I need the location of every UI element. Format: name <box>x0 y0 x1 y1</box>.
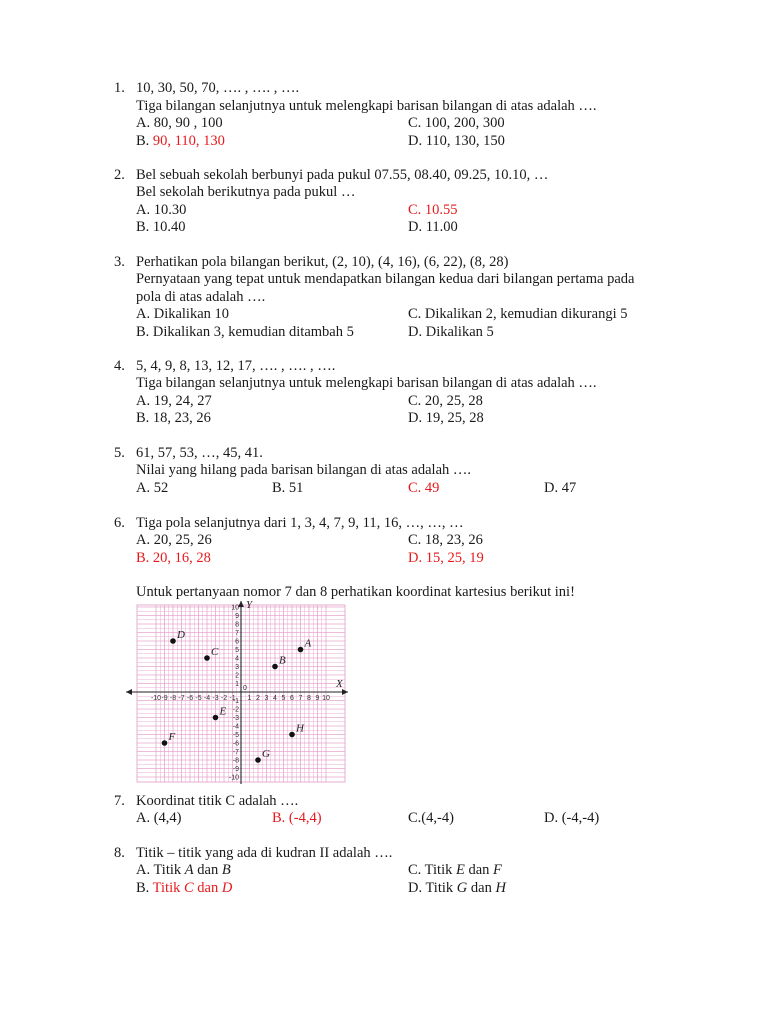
x-tick-label: -3 <box>212 695 219 702</box>
q5-option-b: B. 51 <box>272 480 304 496</box>
q5-sequence: 61, 57, 53, …, 45, 41. <box>136 445 263 461</box>
x-tick-label: 3 <box>264 695 269 702</box>
y-axis-label: Y <box>246 600 253 611</box>
y-tick-label: 8 <box>235 621 239 629</box>
q8-option-b-mid: dan <box>193 880 222 896</box>
q5-question: Nilai yang hilang pada barisan bilangan di atas adalah …. <box>136 462 472 478</box>
q4-sequence: 5, 4, 9, 8, 13, 12, 17, …. , …. , …. <box>136 358 336 374</box>
q8-option-c-mid: dan <box>464 862 494 878</box>
x-tick-label: -4 <box>203 695 211 702</box>
q8-option-a-point2: B <box>221 862 231 878</box>
q2-option-a: A. 10.30 <box>136 202 187 218</box>
y-tick-label: -8 <box>232 757 239 765</box>
q2-question-2: Bel sekolah berikutnya pada pukul … <box>136 184 356 200</box>
point-c <box>204 655 210 661</box>
q8-option-a-mid: dan <box>193 862 222 878</box>
x-tick-label: -6 <box>186 695 194 702</box>
x-tick-label: -9 <box>161 695 168 702</box>
origin-label: 0 <box>243 685 247 692</box>
q1-option-b <box>136 132 225 150</box>
q2-option-b: B. 10.40 <box>136 219 186 235</box>
cartesian-chart <box>124 600 350 784</box>
q6-option-b: B. 20, 16, 28 <box>136 550 211 566</box>
q3-number: 3. <box>114 254 125 270</box>
q1-option-b-prefix: B. <box>136 133 153 149</box>
x-tick-label: 7 <box>298 695 303 702</box>
x-tick-label: -5 <box>195 695 202 702</box>
q5-number: 5. <box>114 445 125 461</box>
q3-option-c: C. Dikalikan 2, kemudian dikurangi 5 <box>408 306 628 322</box>
q5-option-d: D. 47 <box>544 480 577 496</box>
point-h-label: H <box>296 722 304 735</box>
point-a-label: A <box>304 637 312 650</box>
q8-number: 8. <box>114 845 125 861</box>
y-tick-label: 5 <box>235 647 239 654</box>
q8-option-d-point2: H <box>495 880 506 896</box>
point-g <box>255 757 261 763</box>
x-tick-label: 10 <box>322 695 330 702</box>
q7-option-d: D. (-4,-4) <box>544 810 600 826</box>
q7-number: 7. <box>114 793 125 809</box>
point-f-label: F <box>168 731 176 743</box>
q2-option-d: D. 11.00 <box>408 219 458 235</box>
q8-option-d-point1: G <box>456 880 468 896</box>
q5-option-a: A. 52 <box>136 480 169 496</box>
q6-question: Tiga pola selanjutnya dari 1, 3, 4, 7, 9, 11, 16, …, …, … <box>136 515 464 531</box>
q8-option-b-prefix: B. <box>136 880 153 896</box>
point-b <box>272 664 278 670</box>
q5-option-c: C. 49 <box>408 480 440 496</box>
point-h <box>289 732 295 738</box>
x-tick-label: -10 <box>150 695 162 702</box>
q4-option-d: D. 19, 25, 28 <box>408 410 484 426</box>
q2-number: 2. <box>114 167 125 183</box>
point-g-label: G <box>262 748 270 760</box>
q6-option-a: A. 20, 25, 26 <box>136 532 212 548</box>
q1-number: 1. <box>114 80 125 96</box>
q8-option-c-point1: E <box>455 862 465 878</box>
x-tick-label: 2 <box>256 695 260 702</box>
y-tick-label: -7 <box>232 749 239 756</box>
q6-option-d: D. 15, 25, 19 <box>408 550 484 566</box>
q7-option-a: A. (4,4) <box>136 810 182 826</box>
point-f <box>162 740 168 746</box>
q3-option-d: D. Dikalikan 5 <box>408 324 494 340</box>
q8-option-d-prefix: D. Titik <box>408 880 457 896</box>
q8-option-b-point1: C <box>183 880 194 896</box>
y-tick-label: -10 <box>228 774 239 782</box>
x-tick-label: 4 <box>273 695 277 702</box>
q6-number: 6. <box>114 515 125 531</box>
q4-option-b: B. 18, 23, 26 <box>136 410 211 426</box>
x-tick-label: 5 <box>281 695 286 702</box>
q3-question: Perhatikan pola bilangan berikut, (2, 10), (4, 16), (6, 22), (8, 28) <box>136 254 509 270</box>
y-tick-label: 6 <box>235 638 239 646</box>
q3-question-3: pola di atas adalah …. <box>136 289 266 305</box>
y-tick-label: 9 <box>235 613 239 620</box>
q2-option-c: C. 10.55 <box>408 202 458 218</box>
x-axis-label: X <box>336 678 343 690</box>
q7-option-b: B. (-4,4) <box>272 810 322 826</box>
point-d <box>170 638 176 644</box>
y-tick-label: -1 <box>232 698 239 705</box>
x-axis-arrow-left <box>126 689 132 695</box>
point-a <box>298 647 304 653</box>
x-tick-label: -1 <box>229 695 236 702</box>
point-e-label: E <box>219 705 227 718</box>
x-tick-label: -8 <box>169 695 177 702</box>
q4-number: 4. <box>114 358 125 374</box>
point-e <box>213 715 219 721</box>
q8-option-c <box>408 861 502 879</box>
y-tick-label: 2 <box>235 672 239 680</box>
q8-option-b-point2: D <box>221 880 233 896</box>
q3-question-2: Pernyataan yang tepat untuk mendapatkan bilangan kedua dari bilangan pertama pada <box>136 271 635 287</box>
y-tick-label: -9 <box>232 766 239 773</box>
q1-option-c: C. 100, 200, 300 <box>408 115 505 131</box>
x-tick-label: 6 <box>290 695 294 702</box>
y-tick-label: 1 <box>235 681 239 688</box>
y-tick-label: -6 <box>232 740 239 748</box>
q8-option-a-prefix: A. Titik <box>136 862 185 878</box>
q3-option-a: A. Dikalikan 10 <box>136 306 230 322</box>
q1-option-a: A. 80, 90 , 100 <box>136 115 223 131</box>
q3-option-b: B. Dikalikan 3, kemudian ditambah 5 <box>136 324 354 340</box>
q6-option-c: C. 18, 23, 26 <box>408 532 483 548</box>
q8-option-c-point2: F <box>493 862 502 878</box>
y-tick-label: -2 <box>232 706 239 714</box>
q8-option-b-text: Titik <box>152 880 184 896</box>
q8-question: Titik – titik yang ada di kudran II adalah …. <box>136 845 393 861</box>
q8-option-d <box>408 879 506 897</box>
point-d-label: D <box>177 629 185 641</box>
q4-option-a: A. 19, 24, 27 <box>136 393 212 409</box>
q8-option-b-answer <box>153 880 233 896</box>
x-tick-label: 1 <box>247 695 252 702</box>
q8-option-d-mid: dan <box>467 880 496 896</box>
q1-option-b-answer: 90, 110, 130 <box>152 133 225 149</box>
q8-option-a-point1: A <box>184 862 194 878</box>
y-tick-label: -3 <box>232 715 239 722</box>
y-tick-label: 4 <box>235 655 239 663</box>
q4-option-c: C. 20, 25, 28 <box>408 393 483 409</box>
x-tick-label: 8 <box>307 695 311 702</box>
q7-question: Koordinat titik C adalah …. <box>136 793 299 809</box>
point-c-label: C <box>211 646 219 658</box>
y-tick-label: -4 <box>232 723 239 731</box>
q1-option-d: D. 110, 130, 150 <box>408 133 505 149</box>
x-tick-label: -2 <box>220 695 228 702</box>
y-tick-label: 7 <box>235 630 239 637</box>
q8-option-a <box>136 861 231 879</box>
x-tick-label: -7 <box>178 695 185 702</box>
q7-option-c: C.(4,-4) <box>408 810 454 826</box>
instruction-q7-q8: Untuk pertanyaan nomor 7 dan 8 perhatikan koordinat kartesius berikut ini! <box>136 584 575 600</box>
x-tick-label: 9 <box>315 695 320 702</box>
y-tick-label: 3 <box>235 664 239 671</box>
q1-sequence: 10, 30, 50, 70, …. , …. , …. <box>136 80 300 96</box>
q8-option-c-prefix: C. Titik <box>408 862 456 878</box>
y-tick-label: -5 <box>232 732 239 739</box>
point-b-label: B <box>279 654 286 667</box>
q1-question: Tiga bilangan selanjutnya untuk melengkapi barisan bilangan di atas adalah …. <box>136 98 597 114</box>
q4-question: Tiga bilangan selanjutnya untuk melengkapi barisan bilangan di atas adalah …. <box>136 375 597 391</box>
q8-option-b <box>136 879 232 897</box>
y-tick-label: 10 <box>231 604 239 612</box>
q2-question: Bel sebuah sekolah berbunyi pada pukul 07.55, 08.40, 09.25, 10.10, … <box>136 167 549 183</box>
